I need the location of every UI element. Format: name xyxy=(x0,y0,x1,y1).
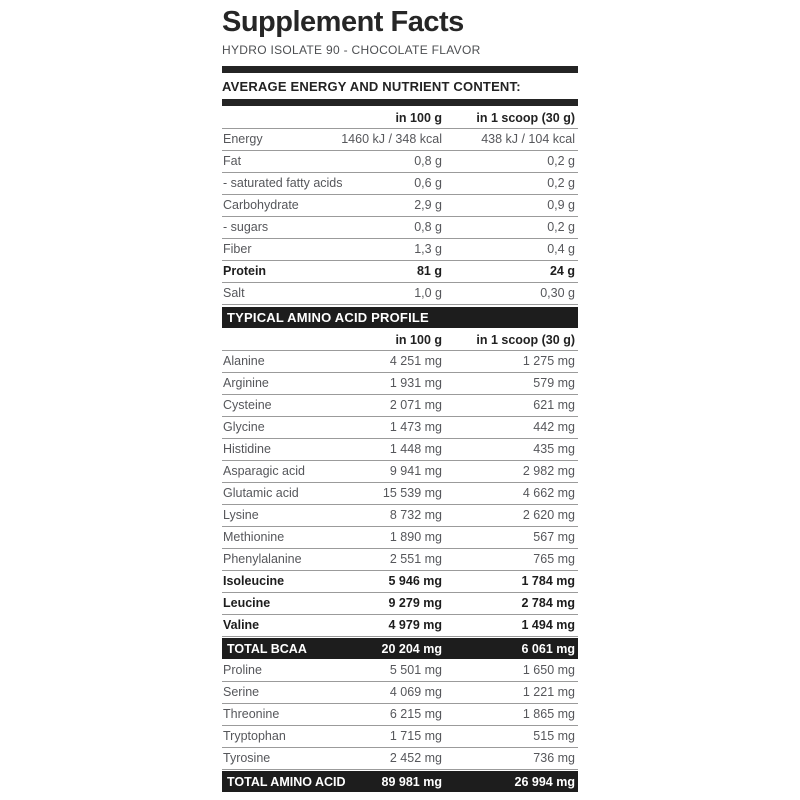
nutrient-name: TOTAL BCAA xyxy=(227,642,307,656)
nutrient-name: Asparagic acid xyxy=(223,464,305,478)
value-per-100g: 4 979 mg xyxy=(388,618,442,632)
nutrient-name: Tryptophan xyxy=(223,729,286,743)
nutrient-name: Leucine xyxy=(223,596,271,610)
total-row xyxy=(222,771,578,792)
value-per-scoop: 765 mg xyxy=(533,552,575,566)
table-row xyxy=(222,505,578,527)
value-per-scoop: 0,2 g xyxy=(547,154,575,168)
value-per-scoop: 515 mg xyxy=(533,729,575,743)
table-row xyxy=(222,527,578,549)
value-per-100g: 1,0 g xyxy=(414,286,442,300)
amino-acid-section-title: TYPICAL AMINO ACID PROFILE xyxy=(227,310,429,325)
value-per-scoop: 1 784 mg xyxy=(521,574,575,588)
value-per-100g: 1460 kJ / 348 kcal xyxy=(341,132,442,146)
table-row xyxy=(222,129,578,151)
value-per-scoop: 6 061 mg xyxy=(521,642,575,656)
nutrient-name: Fat xyxy=(223,154,242,168)
value-per-scoop: 1 865 mg xyxy=(522,707,575,721)
value-per-100g: 5 501 mg xyxy=(389,663,442,677)
value-per-scoop: 1 221 mg xyxy=(522,685,575,699)
value-per-scoop: 0,4 g xyxy=(547,242,575,256)
nutrient-name: Methionine xyxy=(223,530,285,544)
label-body xyxy=(222,6,578,793)
table-row xyxy=(222,483,578,505)
nutrient-section-header: AVERAGE ENERGY AND NUTRIENT CONTENT: xyxy=(222,79,521,94)
value-per-scoop: 0,9 g xyxy=(547,198,575,212)
value-per-100g: 2 071 mg xyxy=(389,398,442,412)
value-per-scoop: 1 275 mg xyxy=(522,354,575,368)
value-per-scoop: 736 mg xyxy=(533,751,575,765)
value-per-scoop: 4 662 mg xyxy=(522,486,575,500)
value-per-scoop: 24 g xyxy=(549,264,575,278)
nutrient-name: Phenylalanine xyxy=(223,552,302,566)
nutrient-name: Glutamic acid xyxy=(223,486,299,500)
value-per-scoop: 0,2 g xyxy=(547,176,575,190)
table-row xyxy=(222,395,578,417)
divider-bar-top xyxy=(222,66,578,73)
value-per-scoop: 2 982 mg xyxy=(522,464,575,478)
value-per-scoop: 442 mg xyxy=(533,420,575,434)
table-row xyxy=(222,151,578,173)
table-row xyxy=(222,195,578,217)
value-per-100g: 8 732 mg xyxy=(389,508,442,522)
value-per-scoop: 0,2 g xyxy=(547,220,575,234)
value-per-100g: 1 715 mg xyxy=(389,729,442,743)
table-row xyxy=(222,351,578,373)
table-row xyxy=(222,704,578,726)
value-per-100g: 0,8 g xyxy=(414,220,442,234)
table-row xyxy=(222,173,578,195)
nutrient-name: Salt xyxy=(223,286,245,300)
table-row xyxy=(222,593,578,615)
nutrient-name: Cysteine xyxy=(223,398,272,412)
value-per-scoop: 1 494 mg xyxy=(521,618,575,632)
value-per-100g: 2 452 mg xyxy=(389,751,442,765)
table-row xyxy=(222,439,578,461)
column-header-per-100g: in 100 g xyxy=(395,333,442,347)
table-row xyxy=(222,615,578,637)
nutrient-name: Histidine xyxy=(223,442,271,456)
value-per-scoop: 0,30 g xyxy=(540,286,575,300)
nutrient-name: Serine xyxy=(223,685,260,699)
value-per-100g: 20 204 mg xyxy=(381,642,442,656)
value-per-scoop: 26 994 mg xyxy=(514,775,575,789)
table-row xyxy=(222,373,578,395)
value-per-100g: 15 539 mg xyxy=(382,486,442,500)
value-per-100g: 5 946 mg xyxy=(388,574,442,588)
nutrient-name: Fiber xyxy=(223,242,252,256)
nutrient-name: Proline xyxy=(223,663,262,677)
value-per-100g: 89 981 mg xyxy=(381,775,442,789)
nutrient-name: TOTAL AMINO ACID xyxy=(227,775,346,789)
value-per-scoop: 2 784 mg xyxy=(521,596,575,610)
nutrient-name: Energy xyxy=(223,132,263,146)
table-row xyxy=(222,549,578,571)
value-per-100g: 1 890 mg xyxy=(389,530,442,544)
nutrient-name: Carbohydrate xyxy=(223,198,299,212)
table-row xyxy=(222,239,578,261)
nutrient-name: Arginine xyxy=(223,376,269,390)
value-per-scoop: 567 mg xyxy=(533,530,575,544)
total-row xyxy=(222,638,578,659)
value-per-100g: 9 941 mg xyxy=(389,464,442,478)
value-per-scoop: 435 mg xyxy=(533,442,575,456)
value-per-100g: 1 448 mg xyxy=(389,442,442,456)
table-row xyxy=(222,261,578,283)
column-header-per-scoop: in 1 scoop (30 g) xyxy=(476,333,575,347)
value-per-scoop: 621 mg xyxy=(533,398,575,412)
value-per-100g: 4 251 mg xyxy=(389,354,442,368)
table-row xyxy=(222,571,578,593)
value-per-100g: 1 473 mg xyxy=(389,420,442,434)
value-per-100g: 6 215 mg xyxy=(389,707,442,721)
table-row xyxy=(222,682,578,704)
value-per-100g: 1 931 mg xyxy=(389,376,442,390)
value-per-scoop: 1 650 mg xyxy=(522,663,575,677)
table-row xyxy=(222,217,578,239)
column-header-per-100g: in 100 g xyxy=(395,111,442,125)
value-per-100g: 9 279 mg xyxy=(388,596,442,610)
amino-acid-section-banner xyxy=(222,307,578,328)
amino-column-headers xyxy=(222,328,578,351)
nutrient-name: Tyrosine xyxy=(223,751,271,765)
nutrient-name: Valine xyxy=(223,618,260,632)
table-row xyxy=(222,748,578,770)
value-per-100g: 1,3 g xyxy=(414,242,442,256)
nutrient-table xyxy=(222,129,578,305)
page-title: Supplement Facts xyxy=(222,6,464,38)
nutrient-name: Glycine xyxy=(223,420,265,434)
value-per-100g: 0,8 g xyxy=(414,154,442,168)
value-per-100g: 0,6 g xyxy=(414,176,442,190)
nutrient-name: - saturated fatty acids xyxy=(223,176,343,190)
amino-acid-table xyxy=(222,351,578,792)
nutrient-name: Protein xyxy=(223,264,267,278)
table-row xyxy=(222,660,578,682)
table-row xyxy=(222,283,578,305)
nutrient-name: - sugars xyxy=(223,220,269,234)
nutrient-name: Threonine xyxy=(223,707,280,721)
divider-bar-under-header xyxy=(222,99,578,106)
nutrient-name: Lysine xyxy=(223,508,259,522)
nutrient-name: Alanine xyxy=(223,354,265,368)
value-per-100g: 2,9 g xyxy=(414,198,442,212)
value-per-scoop: 579 mg xyxy=(533,376,575,390)
nutrient-column-headers xyxy=(222,106,578,129)
table-row xyxy=(222,417,578,439)
value-per-100g: 81 g xyxy=(416,264,442,278)
table-row xyxy=(222,461,578,483)
value-per-scoop: 438 kJ / 104 kcal xyxy=(481,132,575,146)
column-header-per-scoop: in 1 scoop (30 g) xyxy=(476,111,575,125)
product-flavor-subtitle: HYDRO ISOLATE 90 - CHOCOLATE FLAVOR xyxy=(222,43,481,57)
value-per-scoop: 2 620 mg xyxy=(522,508,575,522)
table-row xyxy=(222,726,578,748)
nutrient-name: Isoleucine xyxy=(223,574,285,588)
value-per-100g: 2 551 mg xyxy=(389,552,442,566)
value-per-100g: 4 069 mg xyxy=(389,685,442,699)
